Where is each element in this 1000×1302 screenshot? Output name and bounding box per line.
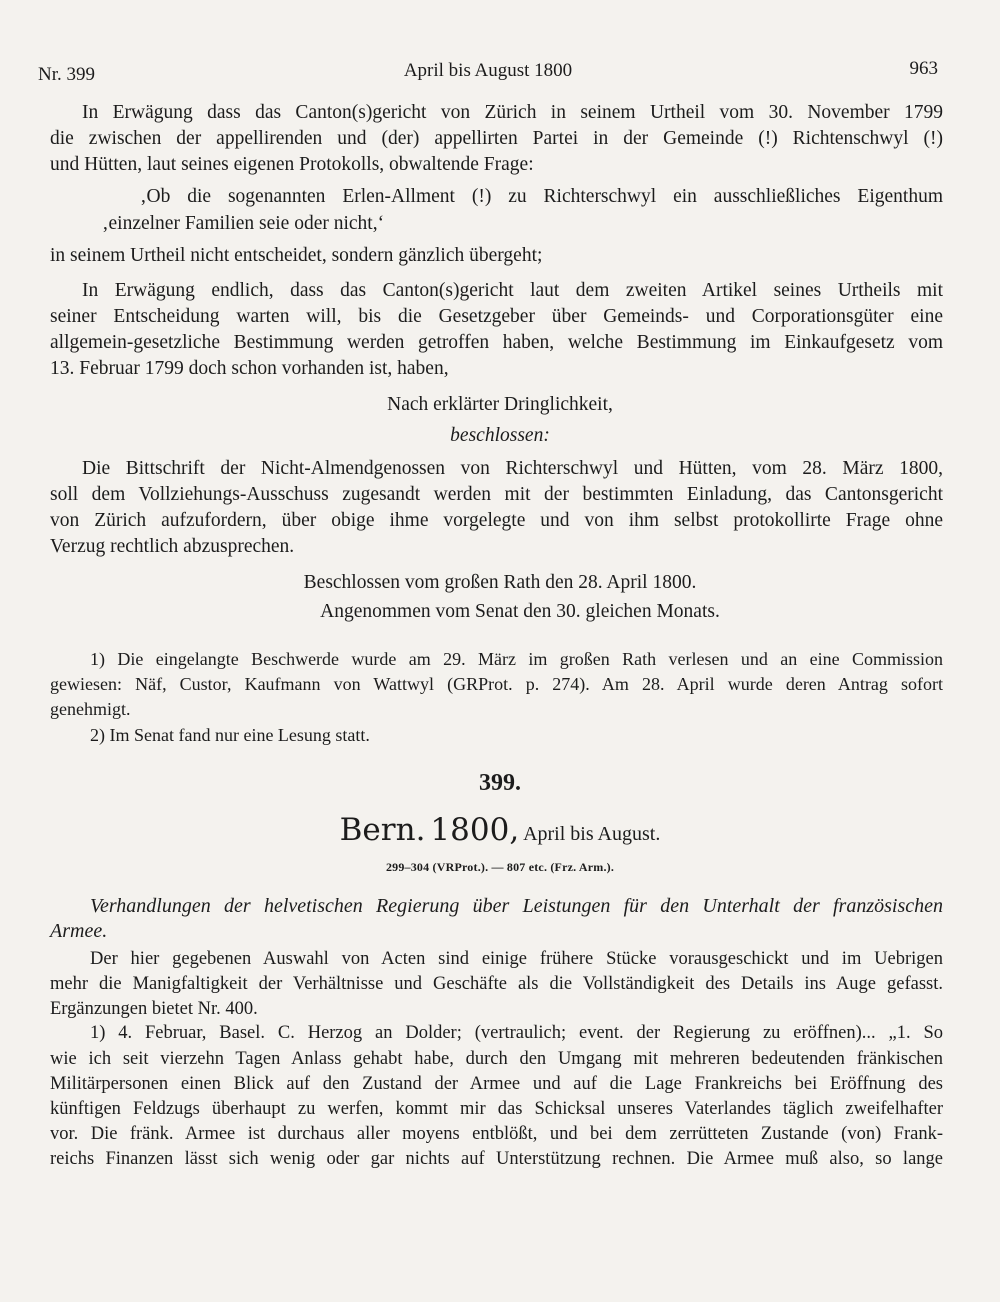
text-line: Die Bittschrift der Nicht-Almendgenossen von Richterschwyl und Hütten, vom 28. März 1800, [82, 458, 943, 479]
text-line: reichs Finanzen lässt sich wenig oder gar nichts auf Unterstützung rechnen. Die Armee muß also, so lange [50, 1149, 943, 1169]
text-line: mehr die Manigfaltigkeit der Verhältnisse und Geschäfte als die Vollständigkeit des Details ins Auge gefasst. [50, 974, 943, 994]
section-place: Bern. [339, 812, 426, 848]
text-line: und Hütten, laut seines eigenen Protokolls, obwaltende Frage: [50, 154, 534, 175]
resolution-date: Beschlossen vom großen Rath den 28. April 1800. [303, 572, 697, 593]
footnote-line: 1) Die eingelangte Beschwerde wurde am 29. März im großen Rath verlesen und an eine Commission [90, 649, 943, 669]
text-line: Militärpersonen einen Blick auf den Zustand der Armee und auf die Lage Frankreichs bei Eröffnung des [50, 1074, 943, 1094]
quote-line: ‚einzelner Familien seie oder nicht,‘ [102, 213, 385, 234]
section-title: Armee. [50, 920, 108, 942]
page-header [38, 58, 938, 88]
text-line: von Zürich aufzufordern, über obige ihme vorgelegte und von ihm selbst protokollirte Frage ohne [50, 510, 943, 531]
text-line: seiner Entscheidung warten will, bis die Gesetzgeber über Gemeinds- und Corporationsgüter eine [50, 306, 943, 327]
text-line: vor. Die fränk. Armee ist durchaus aller moyens entblößt, und bei dem zerrütteten Zustande (von) Frank- [50, 1124, 943, 1144]
document-number: Nr. 399 [38, 64, 95, 85]
text-line: in seinem Urtheil nicht entscheidet, sondern gänzlich übergeht; [50, 245, 543, 266]
text-line: 13. Februar 1799 doch schon vorhanden ist, haben, [50, 358, 449, 379]
section-year: 1800, [430, 812, 520, 848]
text-line: die zwischen der appellirenden und (der) appellirten Partei in der Gemeinde (!) Richtenschwyl (!) [50, 128, 943, 149]
running-title: April bis August 1800 [403, 60, 573, 81]
text-line: wie ich seit vierzehn Tagen Anlass gehabt habe, durch den Umgang mit mehreren bedeutenden fränkischen [50, 1049, 943, 1069]
text-line: In Erwägung dass das Canton(s)gericht von Zürich in seinem Urtheil vom 30. November 1799 [82, 102, 943, 123]
text-line: Verzug rechtlich abzusprechen. [50, 536, 295, 557]
text-line: 1) 4. Februar, Basel. C. Herzog an Dolder; (vertraulich; event. der Regierung zu eröffnen)... „1. So [90, 1023, 943, 1043]
section-title: Verhandlungen der helvetischen Regierung über Leistungen für den Unterhalt der französischen [90, 895, 943, 917]
resolution-heading: beschlossen: [450, 425, 550, 446]
text-line: Der hier gegebenen Auswahl von Acten sind einige frühere Stücke vorausgeschickt und im Uebrigen [90, 949, 943, 969]
urgency-line: Nach erklärter Dringlichkeit, [387, 394, 613, 415]
text-line: künftigen Feldzugs überhaupt zu werfen, kommt mir das Schicksal unseres Vaterlandes täglich zweifelhafter [50, 1099, 943, 1119]
acceptance-date: Angenommen vom Senat den 30. gleichen Monats. [320, 601, 720, 622]
text-line: In Erwägung endlich, dass das Canton(s)gericht laut dem zweiten Artikel seines Urtheils mit [82, 280, 943, 301]
text-line: soll dem Vollziehungs-Ausschuss zugesandt werden mit der bestimmten Einladung, das Cantonsgericht [50, 484, 943, 505]
footnote-line: genehmigt. [50, 699, 131, 719]
footnote-line: gewiesen: Näf, Custor, Kaufmann von Wattwyl (GRProt. p. 274). Am 28. April wurde deren Antrag sofort [50, 674, 943, 694]
section-number: 399. [479, 770, 521, 796]
quote-line: ‚Ob die sogenannten Erlen-Allment (!) zu Richterschwyl ein ausschließliches Eigenthum [140, 186, 943, 207]
section-dates: April bis August. [523, 823, 661, 845]
section-heading [0, 812, 1000, 848]
page-number: 963 [909, 58, 938, 79]
footnote-line: 2) Im Senat fand nur eine Lesung statt. [90, 725, 370, 745]
text-line: Ergänzungen bietet Nr. 400. [50, 999, 258, 1019]
section-source: 299–304 (VRProt.). — 807 etc. (Frz. Arm.). [385, 860, 615, 874]
text-line: allgemein-gesetzliche Bestimmung werden getroffen haben, welche Bestimmung im Einkaufgesetz vom [50, 332, 943, 353]
